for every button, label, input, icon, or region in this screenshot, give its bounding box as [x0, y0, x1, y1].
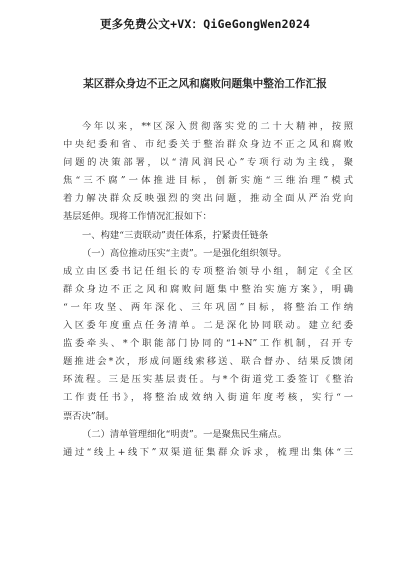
body-line: 成立由区委书记任组长的专项整治领导小组，制定《全区: [63, 265, 353, 277]
body-line: 问题的决策部署，以“清风润民心”专项行动为主线，聚: [63, 157, 353, 169]
body-line: 通过“线上+线下”双渠道征集群众诉求，梳理出集体“三: [63, 446, 353, 458]
body-line: 基层延伸。现将工作情况汇报如下：: [63, 211, 212, 223]
body-line: 中央纪委和省、市纪委关于整治群众身边不正之风和腐败: [63, 139, 353, 151]
body-line: （二）清单管理细化“明责”。一是聚焦民生痛点。: [82, 428, 287, 440]
body-line: 环流程。三是压实基层责任。与*个街道党工委签订《整治: [63, 374, 353, 386]
body-line: （一）高位推动压实“主责”。一是强化组织领导。: [82, 247, 287, 259]
body-line: 着力解决群众反映强烈的突出问题，推动全面从严治党向: [63, 193, 353, 205]
body-line: 今年以来，**区深入贯彻落实党的二十大精神，按照: [82, 121, 353, 132]
watermark-header: 更多免费公文+VX：QiGeGongWen2024: [99, 17, 311, 31]
body-line: 工作责任书》，将整治成效纳入街道年度考核，实行“一: [63, 392, 353, 404]
body-line: 监委牵头、*个职能部门协同的“1+N”工作机制，召开专: [63, 338, 353, 350]
body-line: 焦“三不腐”一体推进目标，创新实施“三维治理”模式: [63, 175, 353, 187]
body-line: “一年攻坚、两年深化、三年巩固”目标，将整治工作纳: [63, 301, 353, 313]
body-line: 群众身边不正之风和腐败问题集中整治实施方案》，明确: [63, 283, 353, 295]
document-body: [63, 118, 353, 462]
body-line: 一、构建“三责联动”责任体系，拧紧责任链条: [82, 229, 269, 241]
body-line: 票否决”制。: [63, 410, 115, 422]
body-line: 题推进会*次，形成问题线索移送、联合督办、结果反馈闭: [63, 356, 353, 368]
body-line: 入区委年度重点任务清单。二是深化协同联动。建立纪委: [63, 320, 353, 332]
document-title: 某区群众身边不正之风和腐败问题集中整治工作汇报: [83, 78, 327, 90]
